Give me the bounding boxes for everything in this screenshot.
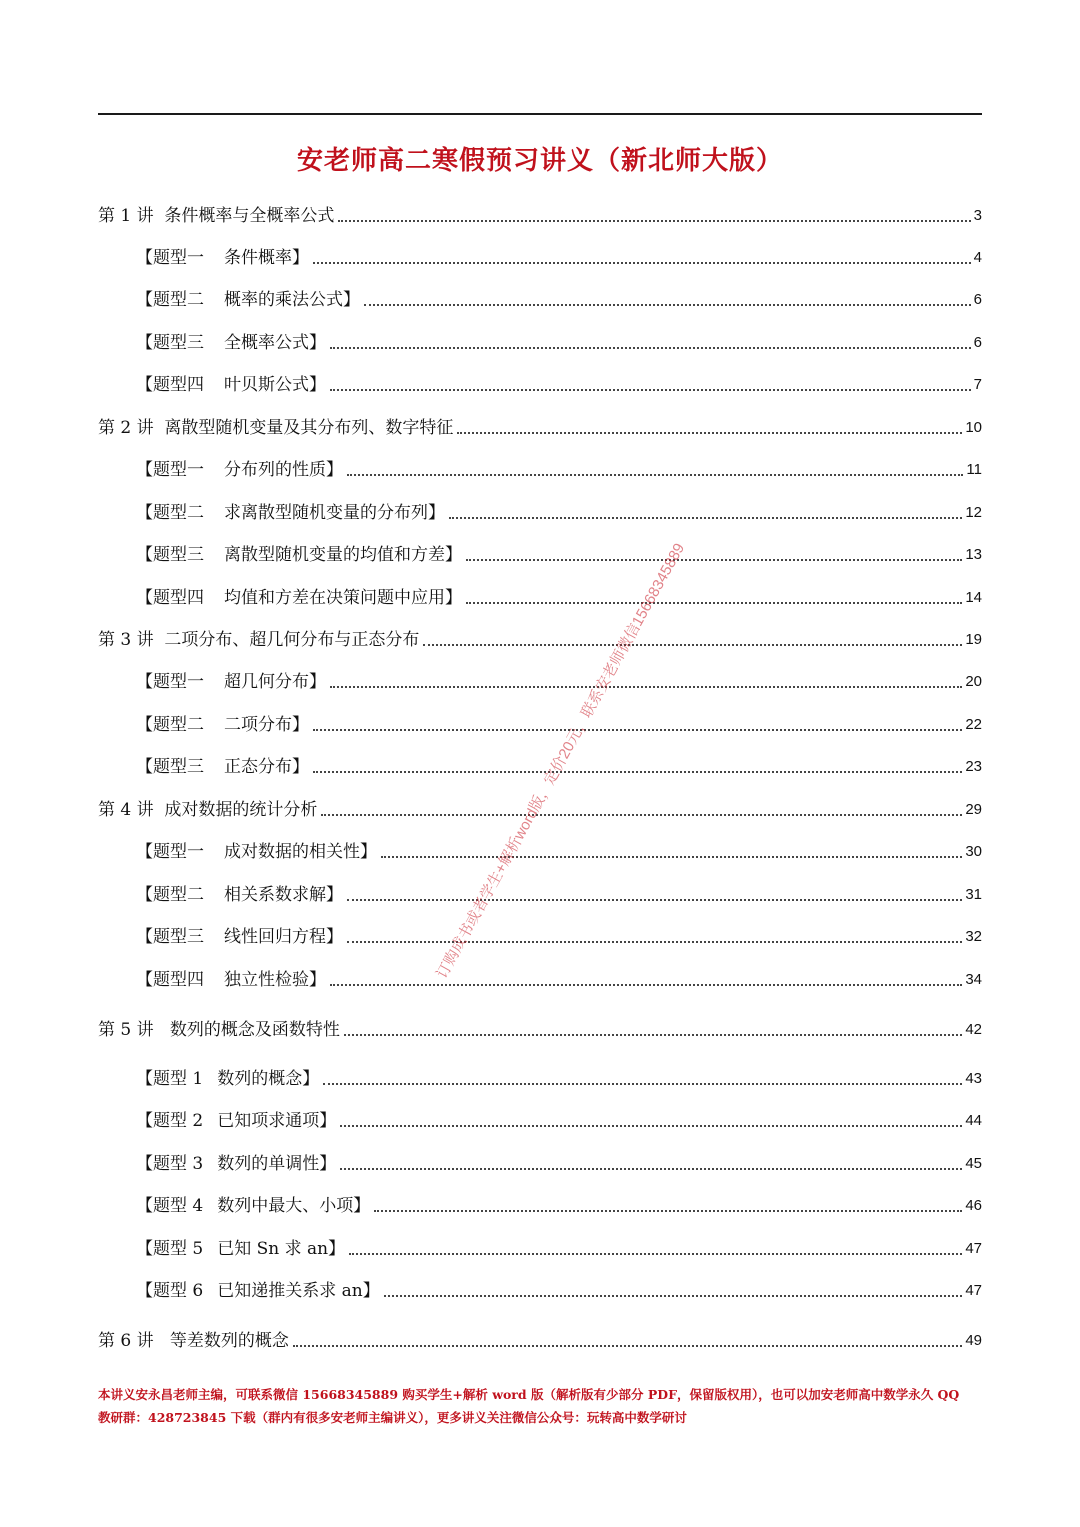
topic-title: 数列的单调性】: [217, 1154, 337, 1174]
dot-leader: [466, 559, 962, 561]
toc-entry-label: 第 6 讲 等差数列的概念: [98, 1331, 289, 1351]
topic-title: 超几何分布】: [224, 672, 326, 692]
topic-title: 均值和方差在决策问题中应用】: [224, 588, 462, 608]
toc-page-number: 6: [973, 334, 982, 351]
topic-title: 分布列的性质】: [224, 460, 343, 480]
dot-leader: [330, 389, 971, 391]
topic-title: 已知递推关系求 an】: [217, 1281, 380, 1301]
toc-topic-entry[interactable]: [136, 1272, 982, 1302]
toc-topic-entry[interactable]: [136, 1102, 982, 1132]
toc-entry-label: 第 1 讲 条件概率与全概率公式: [98, 206, 335, 226]
footer-note: [98, 1383, 982, 1429]
topic-title: 相关系数求解】: [224, 885, 343, 905]
toc-lecture-entry[interactable]: [98, 409, 982, 439]
toc-page-number: 44: [965, 1112, 982, 1129]
dot-leader: [347, 941, 962, 943]
topic-tag: 【题型二: [136, 715, 204, 735]
toc-entry-label: [136, 544, 462, 566]
toc-page-number: 29: [965, 801, 982, 818]
dot-leader: [449, 517, 962, 519]
toc-topic-entry[interactable]: [136, 961, 982, 991]
toc-entry-label: [136, 969, 326, 991]
toc-entry-label: [136, 756, 309, 778]
dot-leader: [466, 602, 962, 604]
toc-entry-label: [136, 926, 343, 948]
topic-title: 已知 Sn 求 an】: [217, 1239, 346, 1259]
toc-page-number: 32: [965, 928, 982, 945]
toc-topic-entry[interactable]: [136, 876, 982, 906]
toc-page-number: 34: [965, 971, 982, 988]
toc-page-number: 14: [965, 589, 982, 606]
dot-leader: [374, 1210, 962, 1212]
topic-tag: 【题型 1: [136, 1069, 204, 1089]
topic-title: 求离散型随机变量的分布列】: [224, 503, 445, 523]
dot-leader: [349, 1253, 962, 1255]
toc-page-number: 22: [965, 716, 982, 733]
toc-entry-label: [136, 502, 445, 524]
toc-page-number: 31: [965, 886, 982, 903]
topic-tag: 【题型四: [136, 375, 204, 395]
toc-page-number: 20: [965, 673, 982, 690]
header-rule: [98, 113, 982, 115]
dot-leader: [330, 984, 962, 986]
topic-tag: 【题型 6: [136, 1281, 204, 1301]
toc-page-number: 47: [965, 1282, 982, 1299]
dot-leader: [321, 814, 962, 816]
dot-leader: [340, 1168, 962, 1170]
toc-page-number: 46: [965, 1197, 982, 1214]
dot-leader: [323, 1083, 962, 1085]
topic-title: 线性回归方程】: [224, 927, 343, 947]
toc-page-number: 11: [966, 461, 982, 478]
footer-line-1: 本讲义安永昌老师主编，可联系微信 15668345889 购买学生+解析 word 版（解析版有少部分 PDF，保留版权用），也可以加安老师高中数学永久 QQ: [98, 1387, 960, 1402]
topic-title: 数列的概念】: [217, 1069, 320, 1089]
toc-entry-label: [136, 1195, 370, 1217]
toc-entry-label: [136, 332, 326, 354]
toc-page-number: 12: [965, 504, 982, 521]
topic-title: 正态分布】: [224, 757, 309, 777]
toc-page-number: 4: [973, 249, 982, 266]
footer-line-2: 教研群：428723845 下载（群内有很多安老师主编讲义），更多讲义关注微信公众号：玩转高中数学研讨: [98, 1410, 687, 1425]
toc-entry-label: [136, 247, 309, 269]
toc-entry-label: 第 4 讲 成对数据的统计分析: [98, 800, 318, 820]
toc-topic-entry[interactable]: [136, 366, 982, 396]
topic-tag: 【题型一: [136, 460, 204, 480]
toc-topic-entry[interactable]: [136, 579, 982, 609]
topic-title: 二项分布】: [224, 715, 309, 735]
dot-leader: [293, 1345, 962, 1347]
toc-topic-entry[interactable]: [136, 239, 982, 269]
document-title: 安老师高二寒假预习讲义（新北师大版）: [296, 146, 783, 176]
dot-leader: [313, 262, 971, 264]
topic-title: 数列中最大、小项】: [217, 1196, 371, 1216]
toc-topic-entry[interactable]: [136, 451, 982, 481]
toc-entry-label: [136, 1153, 336, 1175]
topic-tag: 【题型四: [136, 588, 204, 608]
dot-leader: [340, 1125, 962, 1127]
toc-entry-label: 第 5 讲 数列的概念及函数特性: [98, 1020, 340, 1040]
toc-lecture-entry[interactable]: [98, 197, 982, 227]
toc-topic-entry[interactable]: [136, 536, 982, 566]
toc-page-number: 23: [965, 758, 982, 775]
toc-page-number: 3: [973, 207, 982, 224]
toc-entry-label: 第 3 讲 二项分布、超几何分布与正态分布: [98, 630, 420, 650]
topic-tag: 【题型 4: [136, 1196, 204, 1216]
toc-lecture-entry[interactable]: [98, 1011, 982, 1041]
toc-entry-label: [136, 841, 377, 863]
topic-title: 叶贝斯公式】: [224, 375, 326, 395]
toc-entry-label: [136, 374, 326, 396]
topic-tag: 【题型二: [136, 290, 204, 310]
dot-leader: [457, 432, 962, 434]
watermark-text: 订购成书或者学生+解析word版，定价20元，联系安老师微信15668345889: [433, 540, 689, 982]
toc-page-number: 10: [965, 419, 982, 436]
toc-topic-entry[interactable]: [136, 1230, 982, 1260]
topic-tag: 【题型一: [136, 672, 204, 692]
dot-leader: [313, 729, 962, 731]
toc-entry-label: [136, 1238, 345, 1260]
topic-tag: 【题型三: [136, 927, 204, 947]
toc-topic-entry[interactable]: [136, 1145, 982, 1175]
toc-page-number: 43: [965, 1070, 982, 1087]
topic-title: 离散型随机变量的均值和方差】: [224, 545, 462, 565]
toc-entry-label: [136, 289, 360, 311]
topic-tag: 【题型一: [136, 248, 204, 268]
dot-leader: [338, 220, 970, 222]
topic-title: 条件概率】: [224, 248, 309, 268]
dot-leader: [347, 899, 962, 901]
toc-topic-entry[interactable]: [136, 494, 982, 524]
toc-topic-entry[interactable]: [136, 324, 982, 354]
topic-tag: 【题型 3: [136, 1154, 204, 1174]
topic-title: 独立性检验】: [224, 970, 326, 990]
toc-page-number: 13: [965, 546, 982, 563]
toc-topic-entry[interactable]: [136, 833, 982, 863]
dot-leader: [330, 347, 971, 349]
toc-topic-entry[interactable]: [136, 1187, 982, 1217]
dot-leader: [330, 686, 962, 688]
toc-page-number: 6: [973, 291, 982, 308]
toc-entry-label: 第 2 讲 离散型随机变量及其分布列、数字特征: [98, 418, 454, 438]
toc-entry-label: [136, 1280, 380, 1302]
topic-tag: 【题型一: [136, 842, 204, 862]
toc-topic-entry[interactable]: [136, 663, 982, 693]
dot-leader: [347, 474, 963, 476]
toc-page-number: 30: [965, 843, 982, 860]
dot-leader: [381, 856, 962, 858]
dot-leader: [384, 1295, 963, 1297]
topic-title: 已知项求通项】: [217, 1111, 337, 1131]
toc-topic-entry[interactable]: [136, 918, 982, 948]
toc-topic-entry[interactable]: [136, 706, 982, 736]
topic-tag: 【题型三: [136, 757, 204, 777]
toc-lecture-entry[interactable]: [98, 621, 982, 651]
toc-topic-entry[interactable]: [136, 1060, 982, 1090]
dot-leader: [364, 304, 971, 306]
toc-entry-label: [136, 1110, 336, 1132]
dot-leader: [344, 1034, 962, 1036]
topic-tag: 【题型四: [136, 970, 204, 990]
topic-title: 概率的乘法公式】: [224, 290, 360, 310]
dot-leader: [313, 771, 962, 773]
toc-page-number: 42: [965, 1021, 982, 1038]
toc-entry-label: [136, 1068, 319, 1090]
topic-tag: 【题型二: [136, 885, 204, 905]
toc-entry-label: [136, 884, 343, 906]
topic-tag: 【题型 2: [136, 1111, 204, 1131]
toc-page-number: 49: [965, 1332, 982, 1349]
toc-topic-entry[interactable]: [136, 281, 982, 311]
toc-entry-label: [136, 714, 309, 736]
toc-page-number: 19: [965, 631, 982, 648]
topic-title: 成对数据的相关性】: [224, 842, 377, 862]
topic-tag: 【题型 5: [136, 1239, 204, 1259]
dot-leader: [423, 644, 962, 646]
toc-entry-label: [136, 671, 326, 693]
toc-entry-label: [136, 587, 462, 609]
toc-page-number: 45: [965, 1155, 982, 1172]
toc-lecture-entry[interactable]: [98, 1322, 982, 1352]
toc-page-number: 7: [973, 376, 982, 393]
topic-tag: 【题型三: [136, 545, 204, 565]
topic-tag: 【题型二: [136, 503, 204, 523]
topic-tag: 【题型三: [136, 333, 204, 353]
toc-page-number: 47: [965, 1240, 982, 1257]
toc-entry-label: [136, 459, 343, 481]
topic-title: 全概率公式】: [224, 333, 326, 353]
